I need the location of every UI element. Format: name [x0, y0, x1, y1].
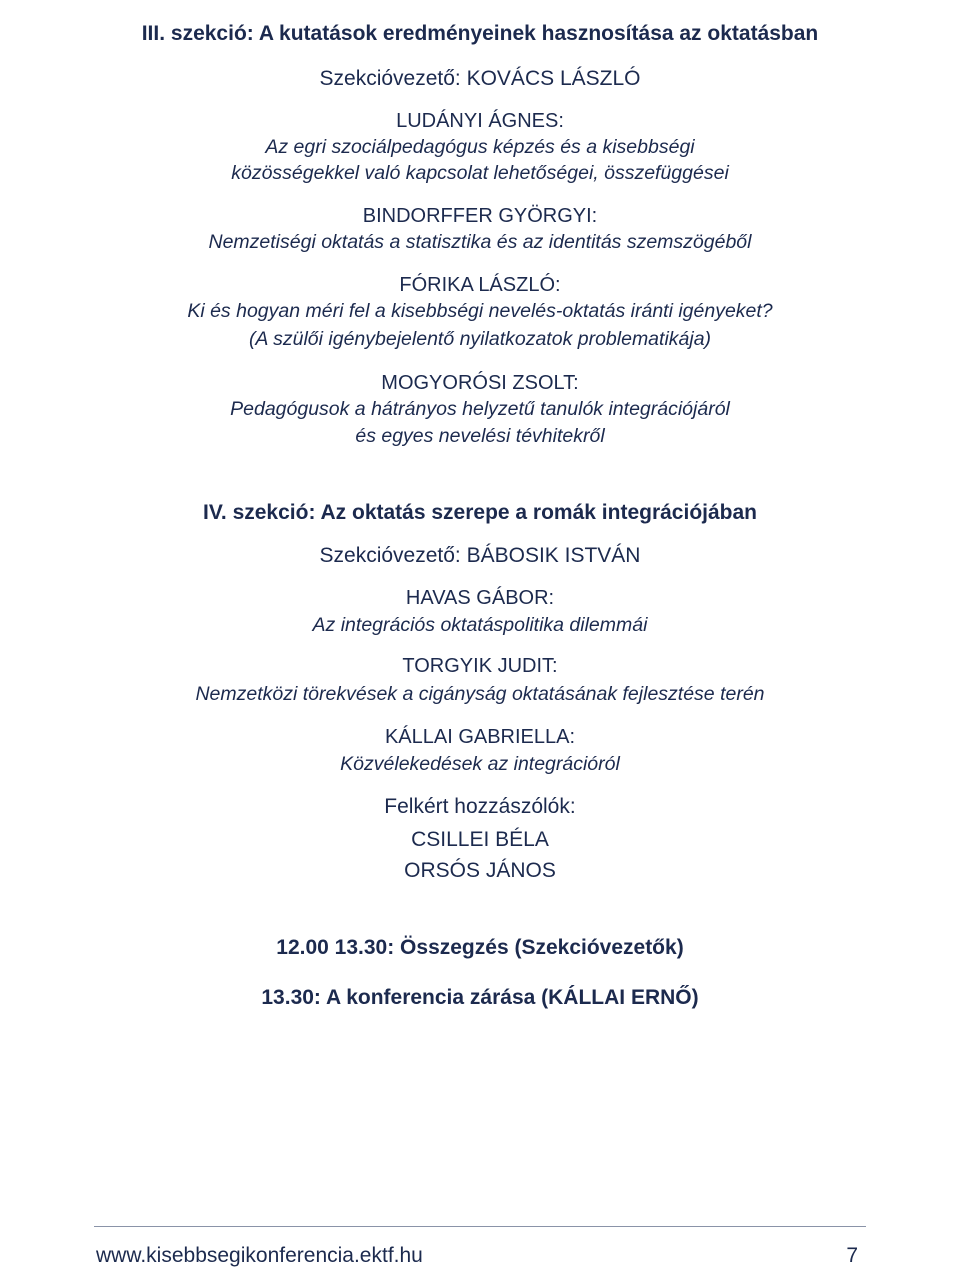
speaker-name: TORGYIK JUDIT: — [402, 655, 558, 677]
discussant-name: ORSÓS JÁNOS — [404, 859, 556, 882]
schedule-closing: 13.30: A konferencia zárása (KÁLLAI ERNŐ) — [261, 986, 699, 1009]
talk-title-line: Nemzetközi törekvések a cigányság oktatásának fejlesztése terén — [195, 683, 765, 705]
section-3-chair: Szekcióvezető: KOVÁCS LÁSZLÓ — [319, 67, 641, 90]
page-number: 7 — [846, 1244, 858, 1267]
talk-title-line: Pedagógusok a hátrányos helyzetű tanulók integrációjáról — [230, 398, 730, 420]
speaker-name: LUDÁNYI ÁGNES: — [396, 110, 564, 132]
talk-title-line: Az egri szociálpedagógus képzés és a kisebbségi — [265, 136, 695, 158]
section-3-heading: III. szekció: A kutatások eredményeinek hasznosítása az oktatásban — [141, 22, 819, 45]
talk-title-line: Nemzetiségi oktatás a statisztika és az identitás szemszögéből — [208, 231, 752, 253]
discussants-label: Felkért hozzászólók: — [384, 795, 576, 818]
schedule-summary: 12.00 13.30: Összegzés (Szekcióvezetők) — [276, 936, 684, 959]
talk-title-line: (A szülői igénybejelentő nyilatkozatok problematikája) — [248, 328, 712, 350]
footer-url[interactable]: www.kisebbsegikonferencia.ektf.hu — [96, 1244, 423, 1267]
speaker-name: MOGYORÓSI ZSOLT: — [381, 372, 579, 394]
speaker-name: KÁLLAI GABRIELLA: — [384, 726, 576, 748]
footer-divider — [94, 1226, 866, 1227]
talk-title-line: Közvélekedések az integrációról — [340, 753, 620, 775]
speaker-name: FÓRIKA LÁSZLÓ: — [399, 274, 561, 296]
discussant-name: CSILLEI BÉLA — [411, 828, 549, 851]
talk-title-line: és egyes nevelési tévhitekről — [355, 425, 605, 447]
talk-title-line: Az integrációs oktatáspolitika dilemmái — [312, 614, 648, 636]
section-4-heading: IV. szekció: Az oktatás szerepe a romák integrációjában — [202, 501, 757, 524]
speaker-name: BINDORFFER GYÖRGYI: — [362, 205, 598, 227]
section-4-chair: Szekcióvezető: BÁBOSIK ISTVÁN — [319, 544, 641, 567]
talk-title-line: közösségekkel való kapcsolat lehetőségei, összefüggései — [231, 162, 729, 184]
talk-title-line: Ki és hogyan méri fel a kisebbségi nevelés-oktatás iránti igényeket? — [187, 300, 773, 322]
speaker-name: HAVAS GÁBOR: — [405, 587, 555, 609]
